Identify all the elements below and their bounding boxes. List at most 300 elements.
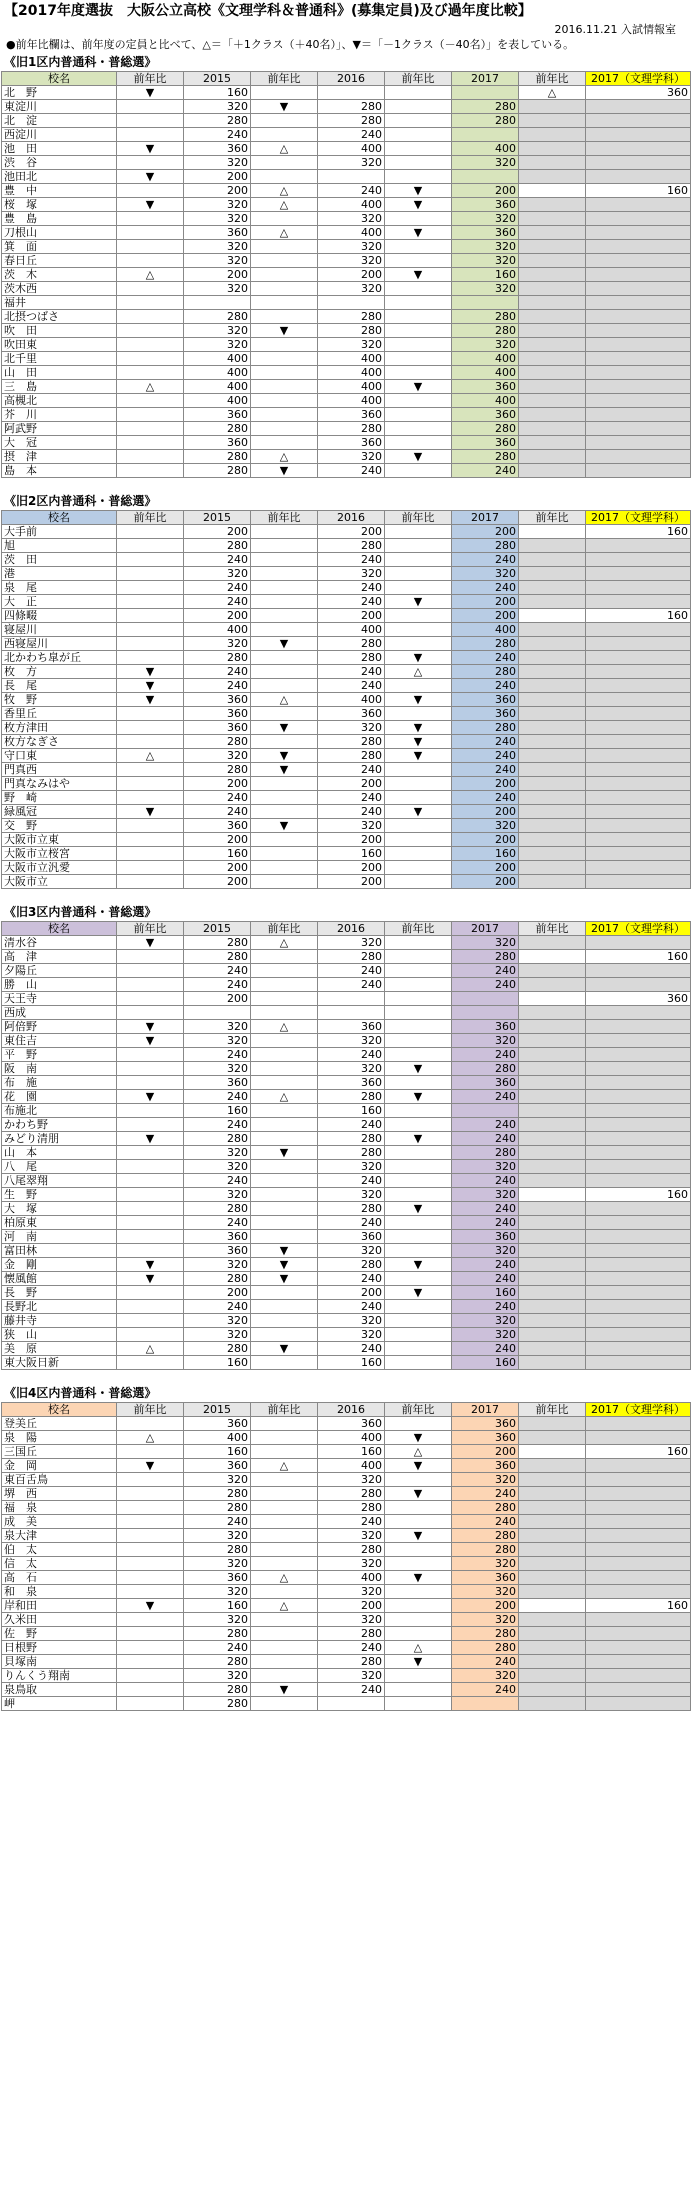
table-cell: 280 — [184, 1655, 251, 1669]
table-cell: 200 — [318, 861, 385, 875]
table-cell — [251, 156, 318, 170]
table-cell — [452, 992, 519, 1006]
table-row — [2, 861, 691, 875]
school-name-cell: 緑風冠 — [2, 805, 117, 819]
table-cell: ▼ — [385, 651, 452, 665]
table-cell: ▼ — [251, 1683, 318, 1697]
table-cell — [385, 553, 452, 567]
school-name-cell: 芥 川 — [2, 408, 117, 422]
school-name-cell: 藤井寺 — [2, 1314, 117, 1328]
table-cell — [117, 1473, 184, 1487]
table-row — [2, 1356, 691, 1370]
table-row — [2, 1431, 691, 1445]
table-cell: 240 — [318, 964, 385, 978]
table-cell: 200 — [184, 525, 251, 539]
school-name-cell: 枚方津田 — [2, 721, 117, 735]
table-cell — [519, 964, 586, 978]
table-row — [2, 366, 691, 380]
table-cell: 280 — [184, 1272, 251, 1286]
table-cell: 240 — [452, 1132, 519, 1146]
table-cell — [586, 254, 691, 268]
table-cell: 160 — [586, 1188, 691, 1202]
school-name-cell: 刀根山 — [2, 226, 117, 240]
table-cell — [251, 553, 318, 567]
table-cell — [586, 212, 691, 226]
school-name-cell: 成 美 — [2, 1515, 117, 1529]
table-cell: 320 — [184, 1188, 251, 1202]
table-cell: 280 — [318, 749, 385, 763]
table-cell — [385, 1417, 452, 1431]
table-cell — [117, 324, 184, 338]
table-cell — [251, 964, 318, 978]
table-row — [2, 763, 691, 777]
table-header-row — [2, 922, 691, 936]
table-cell — [519, 1431, 586, 1445]
table-row — [2, 637, 691, 651]
table-cell: 320 — [318, 1188, 385, 1202]
table-cell — [586, 1118, 691, 1132]
school-name-cell: 狭 山 — [2, 1328, 117, 1342]
table-cell — [586, 1342, 691, 1356]
table-cell — [117, 184, 184, 198]
table-cell — [519, 1258, 586, 1272]
table-cell: 320 — [318, 1473, 385, 1487]
table-cell — [251, 1188, 318, 1202]
table-cell: 280 — [184, 1501, 251, 1515]
school-name-cell: 三国丘 — [2, 1445, 117, 1459]
table-cell — [117, 1417, 184, 1431]
table-cell: 240 — [318, 1683, 385, 1697]
table-cell — [385, 875, 452, 889]
table-cell: ▼ — [385, 805, 452, 819]
table-cell: △ — [251, 198, 318, 212]
table-cell — [385, 1356, 452, 1370]
table-row — [2, 875, 691, 889]
table-cell: △ — [251, 226, 318, 240]
table-cell: 280 — [318, 1146, 385, 1160]
table-cell: ▼ — [117, 1090, 184, 1104]
school-name-cell: 長 尾 — [2, 679, 117, 693]
table-cell — [117, 1613, 184, 1627]
column-header: 2015 — [184, 1403, 251, 1417]
school-name-cell: 金 岡 — [2, 1459, 117, 1473]
table-cell — [117, 735, 184, 749]
table-cell — [117, 609, 184, 623]
table-row — [2, 1683, 691, 1697]
table-cell: 320 — [452, 338, 519, 352]
table-cell: △ — [251, 1459, 318, 1473]
column-header: 前年比 — [385, 1403, 452, 1417]
table-cell — [385, 170, 452, 184]
table-cell — [117, 992, 184, 1006]
table-row — [2, 1501, 691, 1515]
table-cell — [519, 1034, 586, 1048]
table-cell — [586, 1314, 691, 1328]
table-cell — [586, 721, 691, 735]
table-cell — [519, 324, 586, 338]
table-header-row — [2, 72, 691, 86]
school-name-cell: 岬 — [2, 1697, 117, 1711]
table-cell — [586, 1655, 691, 1669]
column-header: 校名 — [2, 511, 117, 525]
table-cell: 280 — [184, 1543, 251, 1557]
table-cell: ▼ — [251, 464, 318, 478]
table-cell — [586, 1132, 691, 1146]
table-cell: 360 — [452, 1417, 519, 1431]
column-header: 前年比 — [117, 72, 184, 86]
table-cell — [586, 1571, 691, 1585]
table-cell: ▼ — [385, 595, 452, 609]
table-cell — [519, 539, 586, 553]
school-name-cell: 香里丘 — [2, 707, 117, 721]
table-cell — [117, 1328, 184, 1342]
table-cell — [385, 1174, 452, 1188]
table-cell — [586, 964, 691, 978]
school-name-cell: 花 園 — [2, 1090, 117, 1104]
table-cell — [385, 763, 452, 777]
table-cell — [251, 338, 318, 352]
table-cell: 240 — [318, 464, 385, 478]
legend-note: ●前年比欄は、前年度の定員と比べて、△＝「＋1クラス（＋40名）」、▼＝「－1クラス（－40名）」を表している。 — [6, 38, 575, 51]
table-cell — [519, 1417, 586, 1431]
table-cell: 320 — [184, 1146, 251, 1160]
table-cell: ▼ — [117, 1258, 184, 1272]
table-row — [2, 100, 691, 114]
table-cell: 360 — [184, 819, 251, 833]
table-cell — [117, 366, 184, 380]
school-name-cell: 渋 谷 — [2, 156, 117, 170]
table-cell: 320 — [184, 567, 251, 581]
school-name-cell: 牧 野 — [2, 693, 117, 707]
table-cell — [385, 212, 452, 226]
school-name-cell: 山 田 — [2, 366, 117, 380]
table-cell — [385, 1230, 452, 1244]
table-cell: 240 — [452, 978, 519, 992]
table-cell: 240 — [452, 1118, 519, 1132]
table-cell: △ — [251, 450, 318, 464]
table-cell: 200 — [452, 184, 519, 198]
table-cell: ▼ — [385, 198, 452, 212]
table-cell: 280 — [184, 1342, 251, 1356]
table-row — [2, 296, 691, 310]
table-row — [2, 1300, 691, 1314]
table-row — [2, 1445, 691, 1459]
table-cell: 200 — [318, 833, 385, 847]
table-cell — [184, 296, 251, 310]
table-cell — [251, 609, 318, 623]
table-row — [2, 623, 691, 637]
table-cell — [117, 1445, 184, 1459]
table-cell: 160 — [318, 1356, 385, 1370]
table-cell — [586, 1431, 691, 1445]
table-row — [2, 539, 691, 553]
table-cell — [385, 254, 452, 268]
table-cell: 320 — [184, 254, 251, 268]
table-cell — [519, 1683, 586, 1697]
table-cell — [586, 1487, 691, 1501]
table-cell — [519, 679, 586, 693]
school-name-cell: 阿武野 — [2, 422, 117, 436]
table-cell — [117, 1174, 184, 1188]
table-cell — [385, 352, 452, 366]
school-name-cell: 泉 陽 — [2, 1431, 117, 1445]
table-cell: 200 — [184, 777, 251, 791]
table-cell: ▼ — [385, 1431, 452, 1445]
table-cell: 160 — [184, 1104, 251, 1118]
table-cell: 280 — [452, 1543, 519, 1557]
table-cell — [586, 978, 691, 992]
table-cell: ▼ — [385, 1258, 452, 1272]
table-cell — [586, 707, 691, 721]
table-cell: 280 — [184, 763, 251, 777]
table-cell — [452, 1697, 519, 1711]
table-cell: 240 — [184, 1174, 251, 1188]
table-row — [2, 1132, 691, 1146]
table-cell: 280 — [318, 1258, 385, 1272]
table-cell: 240 — [452, 553, 519, 567]
table-cell: 320 — [184, 749, 251, 763]
table-cell: △ — [251, 936, 318, 950]
table-row — [2, 992, 691, 1006]
school-name-cell: 生 野 — [2, 1188, 117, 1202]
school-name-cell: 富田林 — [2, 1244, 117, 1258]
table-cell: 200 — [318, 875, 385, 889]
table-cell — [586, 1543, 691, 1557]
table-cell: 320 — [184, 637, 251, 651]
school-name-cell: 大阪市立 — [2, 875, 117, 889]
table-cell: 320 — [452, 567, 519, 581]
table-cell — [385, 1557, 452, 1571]
table-cell: ▼ — [251, 1146, 318, 1160]
table-row — [2, 254, 691, 268]
table-cell: 240 — [318, 595, 385, 609]
table-cell: 240 — [318, 1048, 385, 1062]
table-cell: 320 — [318, 1034, 385, 1048]
table-cell — [251, 1627, 318, 1641]
table-cell — [318, 992, 385, 1006]
table-row — [2, 833, 691, 847]
table-cell: 400 — [184, 352, 251, 366]
school-name-cell: 茨 田 — [2, 553, 117, 567]
table-cell: 360 — [318, 707, 385, 721]
table-cell — [385, 1118, 452, 1132]
table-cell: 280 — [452, 1529, 519, 1543]
table-cell — [251, 707, 318, 721]
table-cell: 240 — [318, 665, 385, 679]
table-cell: 360 — [452, 380, 519, 394]
table-row — [2, 525, 691, 539]
table-cell — [519, 310, 586, 324]
table-cell: 240 — [184, 581, 251, 595]
table-cell — [586, 1062, 691, 1076]
table-cell: 320 — [184, 198, 251, 212]
table-cell — [519, 128, 586, 142]
table-cell — [586, 100, 691, 114]
table-row — [2, 1669, 691, 1683]
table-cell: 320 — [452, 1613, 519, 1627]
table-cell: 400 — [318, 366, 385, 380]
table-cell: 240 — [452, 1216, 519, 1230]
table-cell: ▼ — [117, 170, 184, 184]
table-cell: ▼ — [385, 226, 452, 240]
table-row — [2, 282, 691, 296]
table-cell: ▼ — [251, 721, 318, 735]
table-cell — [117, 978, 184, 992]
school-name-cell: 和 泉 — [2, 1585, 117, 1599]
table-row — [2, 651, 691, 665]
table-cell: 320 — [318, 721, 385, 735]
school-name-cell: 西淀川 — [2, 128, 117, 142]
column-header: 前年比 — [117, 511, 184, 525]
table-cell: 400 — [318, 1571, 385, 1585]
table-cell — [519, 436, 586, 450]
table-cell — [519, 763, 586, 777]
table-cell — [519, 380, 586, 394]
table-cell — [385, 1244, 452, 1258]
table-cell: 240 — [318, 1118, 385, 1132]
table-row — [2, 464, 691, 478]
table-cell — [117, 1146, 184, 1160]
table-cell: ▼ — [385, 1529, 452, 1543]
school-name-cell: 美 原 — [2, 1342, 117, 1356]
table-cell — [251, 1314, 318, 1328]
table-cell: ▼ — [251, 324, 318, 338]
school-name-cell: 平 野 — [2, 1048, 117, 1062]
table-cell: ▼ — [251, 749, 318, 763]
table-cell — [117, 1529, 184, 1543]
table-row — [2, 847, 691, 861]
table-cell: 240 — [184, 1641, 251, 1655]
table-cell — [117, 763, 184, 777]
table-row — [2, 791, 691, 805]
table-cell — [586, 1174, 691, 1188]
table-cell — [385, 1272, 452, 1286]
school-name-cell: 東淀川 — [2, 100, 117, 114]
table-cell — [117, 1048, 184, 1062]
table-cell — [385, 964, 452, 978]
table-cell — [519, 735, 586, 749]
table-cell — [519, 1342, 586, 1356]
table-cell — [519, 623, 586, 637]
table-cell — [519, 184, 586, 198]
school-name-cell: 港 — [2, 567, 117, 581]
table-cell: 280 — [184, 1627, 251, 1641]
table-cell: 400 — [318, 142, 385, 156]
table-cell — [385, 707, 452, 721]
column-header: 2016 — [318, 1403, 385, 1417]
table-row — [2, 1557, 691, 1571]
table-cell — [586, 1090, 691, 1104]
table-cell — [586, 422, 691, 436]
table-cell — [251, 1501, 318, 1515]
table-cell — [519, 1356, 586, 1370]
school-name-cell: 枚方なぎさ — [2, 735, 117, 749]
table-cell: 280 — [452, 721, 519, 735]
sections-container — [0, 53, 688, 1711]
school-name-cell: 貝塚南 — [2, 1655, 117, 1669]
table-row — [2, 1104, 691, 1118]
table-cell — [251, 1006, 318, 1020]
table-cell — [251, 422, 318, 436]
table-row — [2, 665, 691, 679]
table-cell — [586, 1515, 691, 1529]
table-cell: 160 — [452, 268, 519, 282]
table-cell — [452, 128, 519, 142]
table-cell: 280 — [452, 1501, 519, 1515]
table-cell — [385, 525, 452, 539]
column-header: 校名 — [2, 922, 117, 936]
table-cell — [251, 1431, 318, 1445]
table-row — [2, 1062, 691, 1076]
table-cell — [251, 1487, 318, 1501]
table-cell — [117, 964, 184, 978]
table-cell: 160 — [184, 86, 251, 100]
table-cell — [519, 100, 586, 114]
table-row — [2, 212, 691, 226]
table-cell: 240 — [452, 1048, 519, 1062]
table-cell: ▼ — [385, 450, 452, 464]
table-cell: 360 — [452, 707, 519, 721]
table-cell — [519, 875, 586, 889]
table-cell — [519, 609, 586, 623]
table-cell: 200 — [452, 777, 519, 791]
table-cell — [385, 1501, 452, 1515]
table-cell — [519, 1216, 586, 1230]
table-cell — [117, 1104, 184, 1118]
table-cell: 240 — [452, 1342, 519, 1356]
table-cell — [519, 1314, 586, 1328]
table-cell: 360 — [184, 721, 251, 735]
table-cell: 400 — [184, 623, 251, 637]
table-cell — [318, 170, 385, 184]
table-row — [2, 1272, 691, 1286]
school-name-cell: 久米田 — [2, 1613, 117, 1627]
table-cell — [519, 1188, 586, 1202]
school-name-cell: 清水谷 — [2, 936, 117, 950]
table-cell — [385, 1188, 452, 1202]
column-header: 校名 — [2, 72, 117, 86]
table-cell: 280 — [452, 637, 519, 651]
table-cell — [586, 1641, 691, 1655]
table-cell — [385, 819, 452, 833]
table-cell: △ — [519, 86, 586, 100]
table-cell — [385, 324, 452, 338]
table-cell — [385, 156, 452, 170]
school-name-cell: 大手前 — [2, 525, 117, 539]
column-header: 2016 — [318, 72, 385, 86]
table-cell: 240 — [318, 1174, 385, 1188]
table-row — [2, 1571, 691, 1585]
table-cell: △ — [251, 693, 318, 707]
table-row — [2, 595, 691, 609]
table-cell — [586, 651, 691, 665]
table-cell: 320 — [184, 212, 251, 226]
school-name-cell: 夕陽丘 — [2, 964, 117, 978]
table-cell — [586, 296, 691, 310]
table-cell: 320 — [184, 282, 251, 296]
table-cell — [519, 1286, 586, 1300]
table-cell: 320 — [452, 1557, 519, 1571]
table-cell — [117, 875, 184, 889]
column-header: 前年比 — [385, 511, 452, 525]
table-cell — [519, 595, 586, 609]
table-cell: △ — [117, 380, 184, 394]
column-header: 2016 — [318, 511, 385, 525]
table-cell — [452, 296, 519, 310]
table-cell: 360 — [184, 1417, 251, 1431]
table-cell: 160 — [586, 525, 691, 539]
table-cell: 280 — [184, 950, 251, 964]
